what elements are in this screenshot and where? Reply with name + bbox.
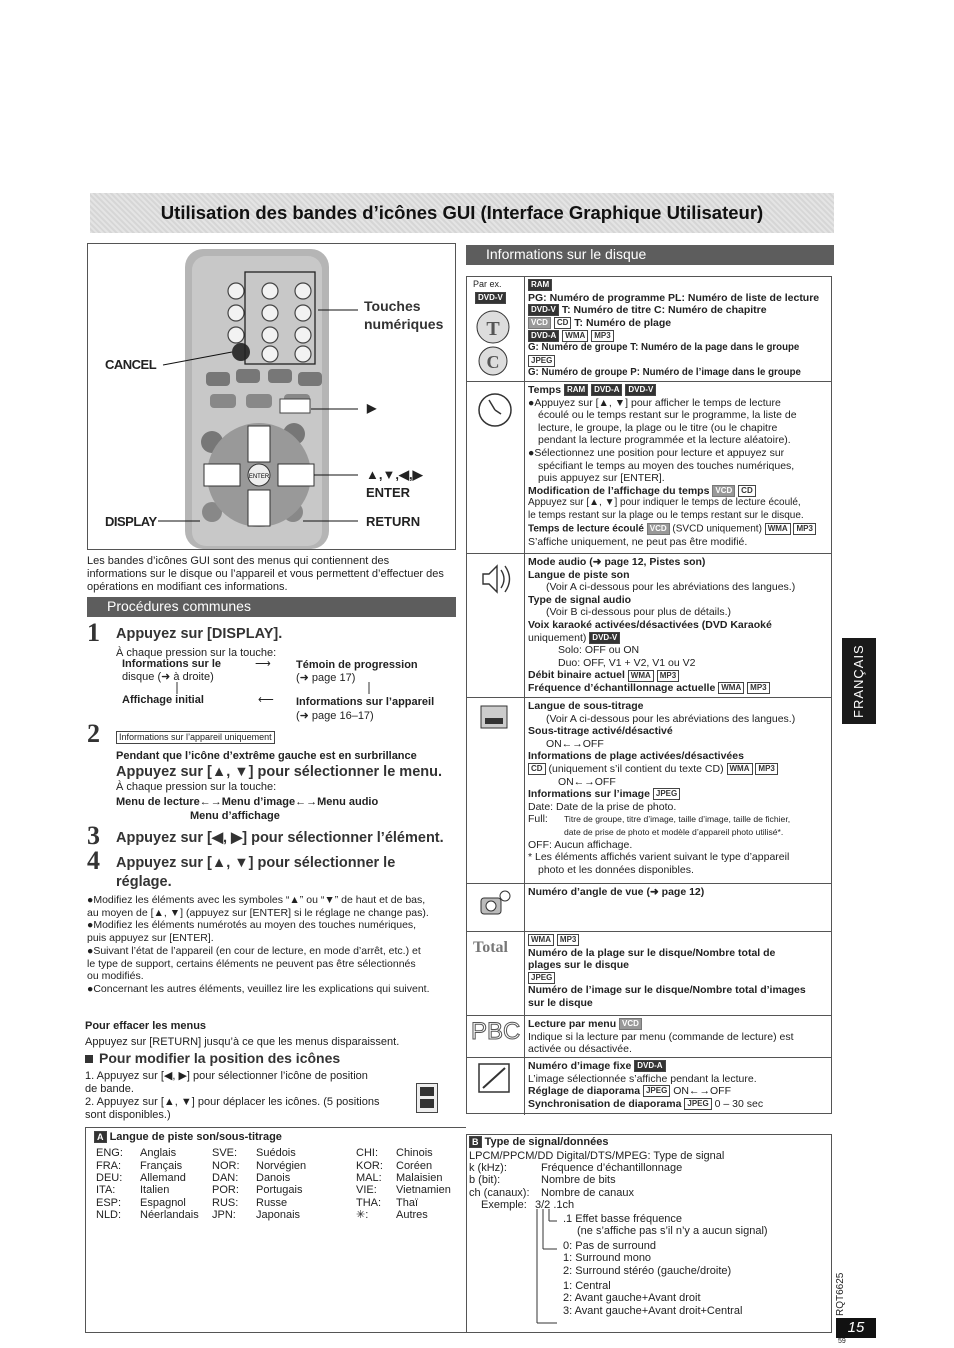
- text-line: Langue de sous-titrage: [528, 700, 644, 712]
- page-title: Utilisation des bandes d’icônes GUI (Interface Graphique Utilisateur): [160, 201, 764, 223]
- cd-tag: CD: [528, 763, 546, 775]
- language-grid: ENG: Anglais SVE: Suédois CHI: Chinois FRA: Français NOR: Norvégien KOR: Coréen DEU: Allemand DAN: Danois MAL: Malaisien ITA: Italien POR: Portugais VIE: Vietnamien ESP: Espagnol RUS: Russe THA: Thaï NLD: Néerlandais JPN: Japonais ✳: Autres: [96, 1147, 451, 1222]
- vcd-tag: VCD: [528, 317, 551, 329]
- mp3-tag: MP3: [793, 523, 815, 535]
- step-1-number: 1: [87, 618, 100, 647]
- vcd-tag: VCD: [647, 523, 670, 535]
- wma-tag: WMA: [528, 934, 554, 946]
- notes-list: ●Modifiez les éléments avec les symboles “▲” ou “▼” de haut et de bas, au moyen de [▲, ▼] (appuyez sur [ENTER] si le réglage ne change pas). ●Modifiez les éléments numérotés au moyen des touches numériques, puis appuyez sur [ENTER]. ●Suivant l’état de l’appareil (en cour de lecture, en mode d’arrêt, etc.) et le type de support, certains éléments ne peuvent pas être sélectionnés ou modifiés. ●Concernant les autres éléments, veuillez lire les explications qui suivent.: [87, 894, 430, 995]
- text-line: 0 – 30 sec: [714, 1097, 764, 1110]
- dvdv-tag: DVD-V: [528, 304, 559, 316]
- remote-figure: [87, 243, 456, 550]
- display-label: DISPLAY: [105, 514, 157, 529]
- mp3-tag: MP3: [657, 670, 679, 682]
- ram-tag: RAM: [564, 384, 588, 396]
- a-badge: A: [94, 1131, 107, 1143]
- text-line: ●Appuyez sur [▲, ▼] pour afficher le temps de lecture: [528, 396, 781, 409]
- group-image-line: G: Numéro de groupe P: Numéro de l’image dans le groupe: [528, 367, 801, 379]
- text-line: L’image sélectionnée s’affiche pendant la lecture.: [528, 1072, 757, 1085]
- vcd-tag: VCD: [619, 1018, 642, 1030]
- jpeg-tag: JPEG: [653, 788, 680, 800]
- wma-tag: WMA: [727, 763, 753, 775]
- arrows-label: ▲,▼,◀,▶: [366, 467, 423, 482]
- position-icon: [416, 1083, 438, 1113]
- modifier-steps: 1. Appuyez sur [◀, ▶] pour sélectionner l’icône de position de bande. 2. Appuyez sur [▲, ▼] pour déplacer les icônes. (5 positions sont disponibles.): [85, 1070, 380, 1121]
- cancel-label: CANCEL: [105, 357, 157, 372]
- title-chapter-line: T: Numéro de titre C: Numéro de chapitre: [561, 304, 767, 317]
- small-page-number: 59: [838, 1338, 846, 1345]
- total-icon: Total: [473, 939, 508, 956]
- step-1-affichage: Affichage initial: [122, 694, 204, 706]
- text-line: Appuyez sur [▲, ▼] pour indiquer le temps de lecture écoulé,: [528, 497, 801, 509]
- text-line: pendant la lecture programmée et la lecture aléatoire).: [538, 434, 791, 447]
- text-line: Indique si la lecture par menu (commande de lecture) est: [528, 1030, 794, 1043]
- text-line: date de prise de photo et modèle d’appareil photo utilisé*.: [564, 826, 784, 837]
- page-title-band: [90, 193, 834, 233]
- step-1-heading: Appuyez sur [DISPLAY].: [116, 626, 283, 642]
- table-row: [467, 697, 831, 883]
- svcd-note: (SVCD uniquement): [672, 523, 762, 535]
- touches-label: Touches: [364, 298, 421, 314]
- info-table: [466, 276, 832, 1114]
- temps-title: Temps: [528, 384, 562, 396]
- text-line: lecture, le groupe, la plage ou le titre (ou le chapitre: [538, 421, 778, 434]
- text-line: (uniquement s’il contient du texte CD): [548, 762, 724, 775]
- remote-illustration: [88, 244, 455, 549]
- step-2-heading: Appuyez sur [▲, ▼] pour sélectionner le menu.: [116, 764, 443, 780]
- step-2-line1: Pendant que l’icône d’extrême gauche est en surbrillance: [116, 750, 417, 762]
- text-line: ●Sélectionnez une position pour lecture et appuyez sur: [528, 446, 785, 459]
- text-line: le temps restant sur la plage ou le temps restant sur le disque.: [528, 509, 804, 521]
- pbc-icon: PBC: [471, 1018, 521, 1045]
- text-line: uniquement): [528, 631, 587, 644]
- play-label: ▶: [367, 401, 377, 415]
- arrow-right: ⟶: [255, 658, 271, 670]
- dvda-tag: DVD-A: [591, 384, 622, 396]
- text-line: spécifiant le temps au moyen des touches numériques,: [538, 459, 795, 472]
- step-1-progression: Témoin de progression: [296, 659, 418, 671]
- model-code: RQT6625: [835, 1272, 846, 1316]
- text-line: Voix karaoké activées/désactivées (DVD Karaoké: [528, 618, 772, 631]
- language-tab: FRANÇAIS: [842, 638, 876, 724]
- group-page-line: G: Numéro de groupe T: Numéro de la page dans le groupe: [528, 341, 800, 353]
- jpeg-tag: JPEG: [684, 1098, 711, 1110]
- bitrate-title: Débit binaire actuel: [528, 669, 625, 682]
- wma-tag: WMA: [765, 523, 791, 535]
- step-1-info-appareil-ref: (➜ page 16–17): [296, 710, 374, 722]
- step-4-number: 4: [87, 846, 100, 875]
- text-line: photo et les données disponibles.: [538, 863, 694, 876]
- menu-play-title: Lecture par menu: [528, 1018, 617, 1030]
- text-line: Titre de groupe, titre d’image, taille d’image, taille de fichier,: [564, 814, 791, 825]
- mp3-tag: MP3: [747, 682, 769, 694]
- step-1-info-disque-ref: disque (➜ à droite): [122, 671, 214, 683]
- table-row: [467, 553, 831, 697]
- cycle-arrows: [175, 682, 375, 700]
- text-line: Full:: [528, 813, 548, 826]
- page-number: 15: [836, 1318, 876, 1338]
- text-line: puis appuyez sur [ENTER].: [538, 472, 665, 485]
- enter-label: ENTER: [366, 485, 411, 500]
- text-line: plages sur le disque: [528, 959, 629, 972]
- svg-text:T: T: [486, 317, 500, 340]
- slideshow-sync-title: Synchronisation de diaporama: [528, 1097, 682, 1110]
- intro-text: Les bandes d’icônes GUI sont des menus qui contiennent des informations sur le disque ou l’appareil et vous permettent d’effectuer des opérations en modifiant ces informations.: [87, 555, 444, 593]
- svg-text:ENTER: ENTER: [248, 474, 270, 480]
- dvda-tag: DVD-A: [528, 330, 559, 342]
- cd-tag: CD: [738, 485, 756, 497]
- text-line: ON←→OFF: [673, 1085, 731, 1098]
- step-4-heading: Appuyez sur [▲, ▼] pour sélectionner le: [116, 855, 396, 871]
- numeriques-label: numériques: [364, 316, 444, 332]
- slideshow-title: Réglage de diaporama: [528, 1085, 641, 1098]
- jpeg-tag: JPEG: [528, 972, 555, 984]
- vcd-tag: VCD: [712, 485, 735, 497]
- time-display-title: Modification de l’affichage du temps: [528, 484, 710, 497]
- table-row: [467, 883, 831, 931]
- step-1-progression-ref: (➜ page 17): [296, 672, 356, 684]
- signal-type-box: [466, 1134, 832, 1333]
- text-line: Informations de plage activées/désactivées: [528, 750, 744, 763]
- procedures-header: Procédures communes: [87, 597, 456, 617]
- step-2-tag: Informations sur l’appareil uniquement: [116, 731, 275, 744]
- step-1-sub: À chaque pression sur la touche:: [116, 647, 277, 659]
- text-line: OFF: Aucun affichage.: [528, 838, 633, 851]
- text-line: Date: Date de la prise de photo.: [528, 800, 677, 813]
- jpeg-tag: JPEG: [643, 1085, 670, 1097]
- step-2-number: 2: [87, 719, 100, 748]
- elapsed-title: Temps de lecture écoulé: [528, 523, 644, 535]
- text-line: sur le disque: [528, 996, 593, 1009]
- info-header: Informations sur le disque: [466, 245, 834, 265]
- mp3-tag: MP3: [591, 330, 613, 342]
- dvdv-tag: DVD-V: [625, 384, 656, 396]
- text-line: Type de signal audio: [528, 593, 632, 606]
- step-3-number: 3: [87, 821, 100, 850]
- clock-icon: [467, 382, 523, 442]
- text-line: (Voir A ci-dessous pour les abréviations des langues.): [546, 712, 796, 725]
- text-line: Numéro de la plage sur le disque/Nombre total de: [528, 946, 776, 959]
- par-ex-label: Par ex.: [473, 279, 502, 289]
- text-line: Solo: OFF ou ON: [558, 644, 640, 657]
- text-line: (Voir A ci-dessous pour les abréviations des langues.): [546, 581, 796, 594]
- text-line: Numéro de l’image sur le disque/Nombre total d’images: [528, 984, 806, 997]
- ram-tag: RAM: [528, 279, 552, 291]
- jpeg-tag: JPEG: [528, 355, 555, 367]
- image-info-title: Informations sur l’image: [528, 788, 650, 801]
- signal-title: Type de signal/données: [484, 1136, 609, 1148]
- text-line: ON←→OFF: [546, 737, 604, 750]
- still-image-icon: [467, 1058, 523, 1102]
- step-1-info-disque: Informations sur le: [122, 658, 222, 670]
- subtitle-icon: [467, 698, 523, 738]
- step-4-heading-2: réglage.: [116, 874, 172, 890]
- camera-angle-icon: [467, 884, 523, 928]
- effacer-text: Appuyez sur [RETURN] jusqu’à ce que les menus disparaissent.: [85, 1036, 400, 1048]
- modifier-title: Pour modifier la position des icônes: [85, 1050, 340, 1067]
- pg-pl-line: PG: Numéro de programme PL: Numéro de liste de lecture: [528, 291, 820, 304]
- step-3-heading: Appuyez sur [◀, ▶] pour sélectionner l’élément.: [116, 830, 444, 846]
- step-2-menu-cycle: Menu de lecture←→Menu d’image←→Menu audio: [116, 796, 379, 808]
- text-line: (Voir B ci-dessous pour plus de détails.): [546, 606, 732, 619]
- mp3-tag: MP3: [755, 763, 777, 775]
- text-line: S’affiche uniquement, ne peut pas être modifié.: [528, 535, 748, 548]
- still-image-title: Numéro d’image fixe: [528, 1060, 632, 1072]
- mp3-tag: MP3: [557, 934, 579, 946]
- cd-tag: CD: [554, 317, 572, 329]
- step-2-menu-affichage: Menu d’affichage: [190, 810, 280, 822]
- table-row: [467, 1015, 831, 1057]
- dvdv-tag: DVD-V: [475, 292, 506, 304]
- speaker-icon: [467, 554, 523, 604]
- text-line: Sous-titrage activé/désactivé: [528, 725, 673, 738]
- wma-tag: WMA: [628, 670, 654, 682]
- text-line: Duo: OFF, V1 + V2, V1 ou V2: [558, 656, 696, 669]
- wma-tag: WMA: [562, 330, 588, 342]
- svg-text:C: C: [486, 351, 500, 372]
- table-row: [467, 381, 831, 553]
- language-title: Langue de piste son/sous-titrage: [109, 1131, 282, 1143]
- wma-tag: WMA: [718, 682, 744, 694]
- text-line: activée ou désactivée.: [528, 1043, 632, 1056]
- text-line: ON←→OFF: [558, 775, 616, 788]
- text-line: * Les éléments affichés varient suivant le type d’appareil: [528, 851, 790, 864]
- step-2-sub: À chaque pression sur la touche:: [116, 781, 277, 793]
- b-badge: B: [469, 1136, 482, 1148]
- example-details: .1 Effet basse fréquence (ne s’affiche pas s’il n’y a aucun signal) 0: Pas de surround 1: Surround mono 2: Surround stéréo (gauche/droite) 1: Central 2: Avant gauche+Avant droit 3: Avant gauche+Avant droit+Central: [563, 1213, 768, 1317]
- text-line: Mode audio (➜ page 12, Pistes son): [528, 556, 706, 568]
- frequency-title: Fréquence d’échantillonnage actuelle: [528, 681, 716, 694]
- title-chapter-icon: [467, 305, 523, 380]
- dvdv-tag: DVD-V: [589, 632, 620, 644]
- effacer-title: Pour effacer les menus: [85, 1020, 207, 1032]
- text-line: écoulé ou le temps restant sur le programme, la liste de: [538, 409, 797, 422]
- language-box: [85, 1127, 466, 1333]
- table-row: [467, 931, 831, 1015]
- table-row: [467, 277, 831, 381]
- step-1-info-appareil: Informations sur l’appareil: [296, 696, 435, 708]
- dvda-tag: DVD-A: [634, 1060, 665, 1072]
- text-line: Numéro d’angle de vue (➜ page 12): [528, 886, 705, 898]
- arrow-left: ⟵: [258, 694, 274, 706]
- track-line: T: Numéro de plage: [574, 316, 672, 329]
- return-label: RETURN: [366, 514, 421, 529]
- text-line: Langue de piste son: [528, 568, 630, 581]
- table-row: [467, 1057, 831, 1115]
- signal-lines: LPCM/PPCM/DD Digital/DTS/MPEG: Type de signal k (kHz): Fréquence d’échantillonnage b (bit): Nombre de bits ch (canaux): Nombre de canaux Exemple: 3/2 .1ch: [469, 1150, 725, 1211]
